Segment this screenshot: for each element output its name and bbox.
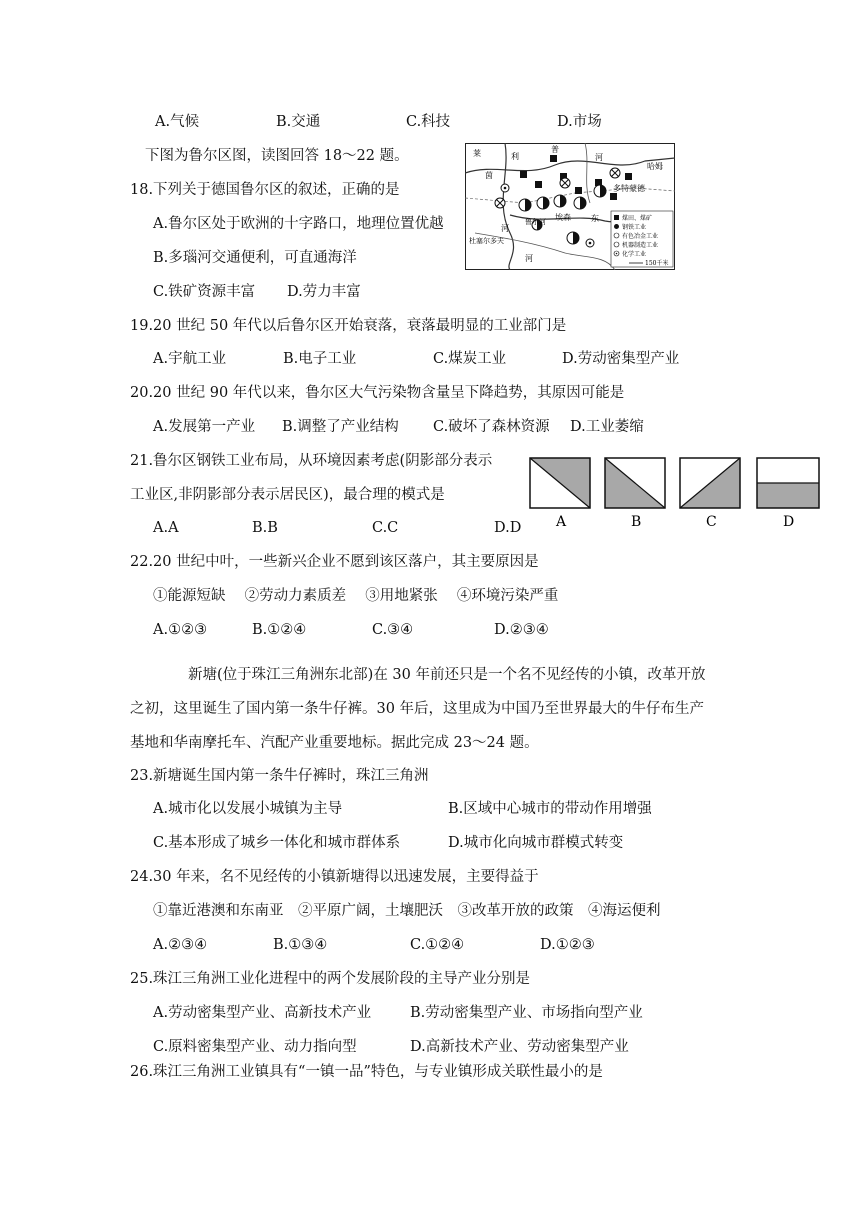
q18-option-b[interactable]: B.多瑙河交通便利，可直通海洋 — [153, 250, 357, 266]
coal-mine-icon — [575, 187, 582, 194]
q21-stem-line2: 工业区,非阴影部分表示居民区)，最合理的模式是 — [130, 487, 445, 503]
passage-line-2: 之初，这里诞生了国内第一条牛仔裤。30 年后，这里成为中国乃至世界最大的牛仔布生产 — [130, 701, 705, 717]
q23-option-b[interactable]: B.区域中心城市的带动作用增强 — [448, 801, 652, 817]
pattern-a — [530, 458, 590, 508]
q20-option-d[interactable]: D.工业萎缩 — [570, 419, 644, 435]
q22-stem: 22.20 世纪中叶，一些新兴企业不愿到该区落户，其主要原因是 — [130, 554, 539, 570]
q22-option-d[interactable]: D.②③④ — [494, 622, 549, 638]
q18-option-a[interactable]: A.鲁尔区处于欧洲的十字路口，地理位置优越 — [153, 216, 444, 232]
q19-option-c[interactable]: C.煤炭工业 — [433, 351, 507, 367]
q23-option-c[interactable]: C.基本形成了城乡一体化和城市群体系 — [153, 835, 401, 851]
legend-chemical: 化学工业 — [622, 251, 647, 258]
q25-stem: 25.珠江三角洲工业化进程中的两个发展阶段的主导产业分别是 — [130, 971, 531, 987]
q24-stem: 24.30 年来，名不见经传的小镇新塘得以迅速发展，主要得益于 — [130, 869, 539, 885]
legend-steel: 钢铁工业 — [622, 224, 647, 231]
q23-option-d[interactable]: D.城市化向城市群模式转变 — [448, 835, 624, 851]
layout-pattern-figure — [528, 456, 823, 530]
passage-line-3: 基地和华南摩托车、汽配产业重要地标。据此完成 23～24 题。 — [130, 735, 539, 751]
map-label-dong: 东 — [591, 214, 599, 223]
ruhr-map — [465, 143, 675, 270]
map-label-pu: 普 — [551, 145, 559, 154]
q21-option-d[interactable]: D.D — [494, 520, 522, 536]
map-label-ruhr-river: 鲁尔河 — [525, 218, 546, 226]
q22-option-a[interactable]: A.①②③ — [153, 622, 208, 638]
q25-option-b[interactable]: B.劳动密集型产业、市场指向型产业 — [410, 1005, 643, 1021]
q24-items: ①靠近港澳和东南亚 ②平原广阔，土壤肥沃 ③改革开放的政策 ④海运便利 — [153, 903, 661, 919]
map-label-he-left: 河 — [501, 224, 509, 233]
map-legend — [611, 211, 673, 267]
q24-option-c[interactable]: C.①②④ — [410, 937, 465, 953]
q25-option-c[interactable]: C.原料密集型产业、动力指向型 — [153, 1039, 357, 1055]
q17-option-a[interactable]: A.气候 — [155, 114, 200, 130]
map-label-li: 利 — [511, 152, 519, 161]
q21-option-a[interactable]: A.A — [153, 520, 179, 536]
q22-option-c[interactable]: C.③④ — [372, 622, 414, 638]
q22-items: ①能源短缺 ②劳动力素质差 ③用地紧张 ④环境污染严重 — [153, 588, 559, 604]
map-label-essen: 埃森 — [555, 213, 571, 222]
q18-option-d[interactable]: D.劳力丰富 — [287, 284, 361, 300]
q21-option-c[interactable]: C.C — [372, 520, 399, 536]
q17-option-c[interactable]: C.科技 — [406, 114, 451, 130]
q17-option-d[interactable]: D.市场 — [557, 114, 602, 130]
q18-option-c[interactable]: C.铁矿资源丰富 — [153, 284, 256, 300]
pattern-letter-c: C — [706, 514, 717, 530]
q25-option-d[interactable]: D.高新技术产业、劳动密集型产业 — [410, 1039, 629, 1055]
q23-stem: 23.新塘诞生国内第一条牛仔裤时，珠江三角洲 — [130, 768, 429, 784]
q24-option-a[interactable]: A.②③④ — [153, 937, 208, 953]
q20-stem: 20.20 世纪 90 年代以来，鲁尔区大气污染物含量呈下降趋势，其原因可能是 — [130, 385, 625, 401]
q19-stem: 19.20 世纪 50 年代以后鲁尔区开始衰落，衰落最明显的工业部门是 — [130, 318, 567, 334]
coal-mine-icon — [550, 155, 557, 162]
map-label-dortmund: 多特蒙德 — [613, 184, 645, 193]
coal-mine-icon — [625, 173, 632, 180]
map-label-lai: 莱 — [473, 149, 481, 158]
q18-stem: 18.下列关于德国鲁尔区的叙述，正确的是 — [130, 182, 400, 198]
q19-option-d[interactable]: D.劳动密集型产业 — [562, 351, 680, 367]
pattern-letter-a: A — [556, 514, 567, 530]
map-label-yin: 茵 — [485, 171, 493, 180]
q19-option-a[interactable]: A.宇航工业 — [153, 351, 227, 367]
q24-option-d[interactable]: D.①②③ — [540, 937, 595, 953]
q20-option-a[interactable]: A.发展第一产业 — [153, 419, 256, 435]
pattern-letter-d: D — [783, 514, 795, 530]
map-scale: 150千米 — [645, 260, 669, 267]
q20-option-b[interactable]: B.调整了产业结构 — [282, 419, 399, 435]
pattern-letter-b: B — [631, 514, 642, 530]
q24-option-b[interactable]: B.①③④ — [273, 937, 328, 953]
q20-option-c[interactable]: C.破坏了森林资源 — [433, 419, 550, 435]
q21-stem-line1: 21.鲁尔区钢铁工业布局，从环境因素考虑(阴影部分表示 — [130, 453, 493, 469]
pattern-c — [680, 458, 740, 508]
coal-mine-icon — [610, 193, 617, 200]
legend-nonferrous: 有色冶金工业 — [622, 233, 659, 240]
q25-option-a[interactable]: A.劳动密集型产业、高新技术产业 — [153, 1005, 372, 1021]
coal-mine-icon — [520, 171, 527, 178]
map-label-duisburg: 杜塞尔多夫 — [469, 237, 504, 245]
legend-coal: 煤田、煤矿 — [622, 215, 653, 222]
map-label-he-bottom: 河 — [525, 254, 533, 263]
q19-option-b[interactable]: B.电子工业 — [283, 351, 357, 367]
pattern-b — [605, 458, 665, 508]
passage-line-1: 新塘(位于珠江三角洲东北部)在 30 年前还只是一个名不见经传的小镇，改革开放 — [188, 667, 706, 683]
pattern-d — [757, 458, 819, 508]
coal-mine-icon — [535, 181, 542, 188]
q22-option-b[interactable]: B.①②④ — [252, 622, 307, 638]
q17-option-b[interactable]: B.交通 — [276, 114, 321, 130]
q26-stem: 26.珠江三角洲工业镇具有“一镇一品”特色，与专业镇形成关联性最小的是 — [130, 1064, 603, 1080]
q23-option-a[interactable]: A.城市化以发展小城镇为主导 — [153, 801, 343, 817]
map-label-hamm: 哈姆 — [647, 162, 663, 171]
legend-machinery: 机器制造工业 — [622, 242, 659, 249]
map-label-he-top: 河 — [595, 153, 603, 162]
q21-option-b[interactable]: B.B — [252, 520, 278, 536]
map-intro: 下图为鲁尔区图，读图回答 18～22 题。 — [145, 148, 409, 164]
